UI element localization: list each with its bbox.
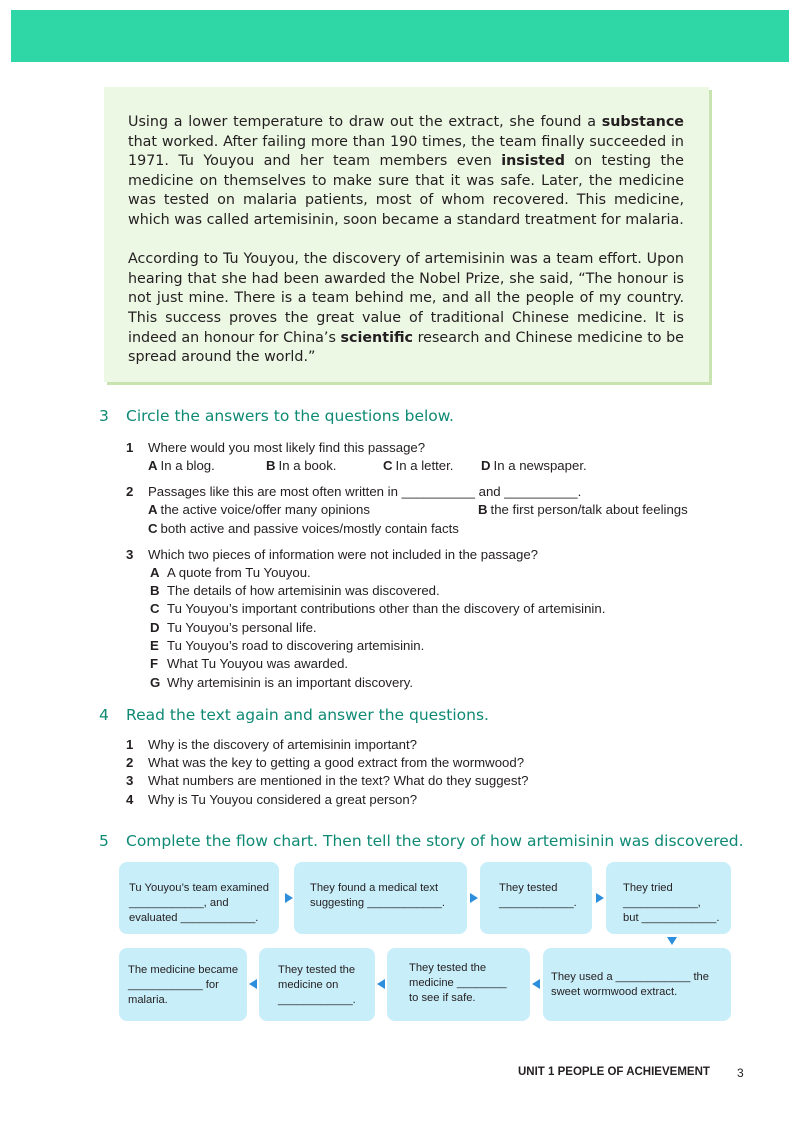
flow-step-6: They tested the medicine ________ to see if safe. — [387, 948, 530, 1021]
option-a[interactable]: A the active voice/offer many opinions — [148, 502, 370, 517]
arrow-left-icon — [532, 979, 540, 989]
passage-paragraph-2: According to Tu Youyou, the discovery of artemisinin was a team effort. Upon hearing that she had been awarded the Nobel Prize, she said, “The honour is not just mine. There is a team behind me, and all the people of my country. This success proves the great value of traditional Chinese medicine. It is indeed an honour for China’s scientific research and Chinese medicine to be spread around the world.” — [128, 251, 684, 366]
question-4-3: 3 What numbers are mentioned in the text? What do they suggest? — [126, 773, 529, 788]
question-3-3: 3 Which two pieces of information were not included in the passage? — [126, 547, 538, 562]
arrow-down-icon — [667, 937, 677, 945]
flow-step-3: They tested ____________. — [480, 862, 592, 934]
option-b[interactable]: B The details of how artemisinin was discovered. — [150, 583, 440, 598]
option-c[interactable]: C Tu Youyou’s important contributions other than the discovery of artemisinin. — [150, 601, 606, 616]
option-g[interactable]: G Why artemisinin is an important discovery. — [150, 675, 414, 690]
option-b[interactable]: B In a book. — [266, 458, 337, 473]
arrow-left-icon — [377, 979, 385, 989]
option-b[interactable]: B the first person/talk about feelings — [478, 502, 688, 517]
option-d[interactable]: D Tu Youyou’s personal life. — [150, 620, 317, 635]
question-4-4: 4 Why is Tu Youyou considered a great person? — [126, 792, 418, 807]
question-4-1: 1 Why is the discovery of artemisinin important? — [126, 737, 417, 752]
arrow-right-icon — [285, 893, 293, 903]
flow-step-7: They tested the medicine on ____________. — [259, 948, 375, 1021]
page-number: 3 — [737, 1066, 744, 1080]
header-bar — [11, 10, 789, 62]
section-4-title: 4 Read the text again and answer the questions. — [99, 706, 489, 724]
reading-passage — [128, 113, 684, 387]
flow-step-8: The medicine became ____________ for malaria. — [119, 948, 247, 1021]
unit-footer: UNIT 1 PEOPLE OF ACHIEVEMENT — [518, 1066, 710, 1078]
question-4-2: 2 What was the key to getting a good extract from the wormwood? — [126, 755, 525, 770]
option-a[interactable]: A A quote from Tu Youyou. — [150, 565, 311, 580]
flow-step-4: They tried ____________, but ____________. — [606, 862, 731, 934]
option-a[interactable]: A In a blog. — [148, 458, 215, 473]
flow-step-5: They used a ____________ the sweet wormwood extract. — [543, 948, 731, 1021]
section-3-title: 3 Circle the answers to the questions below. — [99, 407, 454, 425]
option-e[interactable]: E Tu Youyou’s road to discovering artemisinin. — [150, 638, 425, 653]
section-5-title: 5 Complete the flow chart. Then tell the story of how artemisinin was discovered. — [99, 832, 744, 850]
vocab-scientific: scientific — [340, 329, 414, 346]
vocab-substance: substance — [601, 114, 684, 130]
flow-step-2: They found a medical text suggesting ____________. — [294, 862, 467, 934]
option-c[interactable]: C In a letter. — [383, 458, 454, 473]
arrow-right-icon — [596, 893, 604, 903]
arrow-left-icon — [249, 979, 257, 989]
flow-step-1: Tu Youyou’s team examined ____________, and evaluated ____________. — [119, 862, 279, 934]
question-3-1: 1 Where would you most likely find this passage? — [126, 440, 426, 455]
arrow-right-icon — [470, 893, 478, 903]
option-c[interactable]: C both active and passive voices/mostly contain facts — [148, 521, 459, 536]
option-d[interactable]: D In a newspaper. — [481, 458, 587, 473]
option-f[interactable]: F What Tu Youyou was awarded. — [150, 656, 349, 671]
passage-paragraph-1: Using a lower temperature to draw out the extract, she found a substance that worked. After failing more than 190 times, the team finally succeeded in 1971. Tu Youyou and her team members even insisted on testing the medicine on themselves to make sure that it was safe. Later, the medicine was tested on malaria patients, most of whom recovered. This medicine, which was called artemisinin, soon became a standard treatment for malaria. — [128, 114, 684, 228]
question-3-2: 2 Passages like this are most often written in __________ and __________. — [126, 484, 582, 499]
vocab-insisted: insisted — [501, 153, 565, 170]
